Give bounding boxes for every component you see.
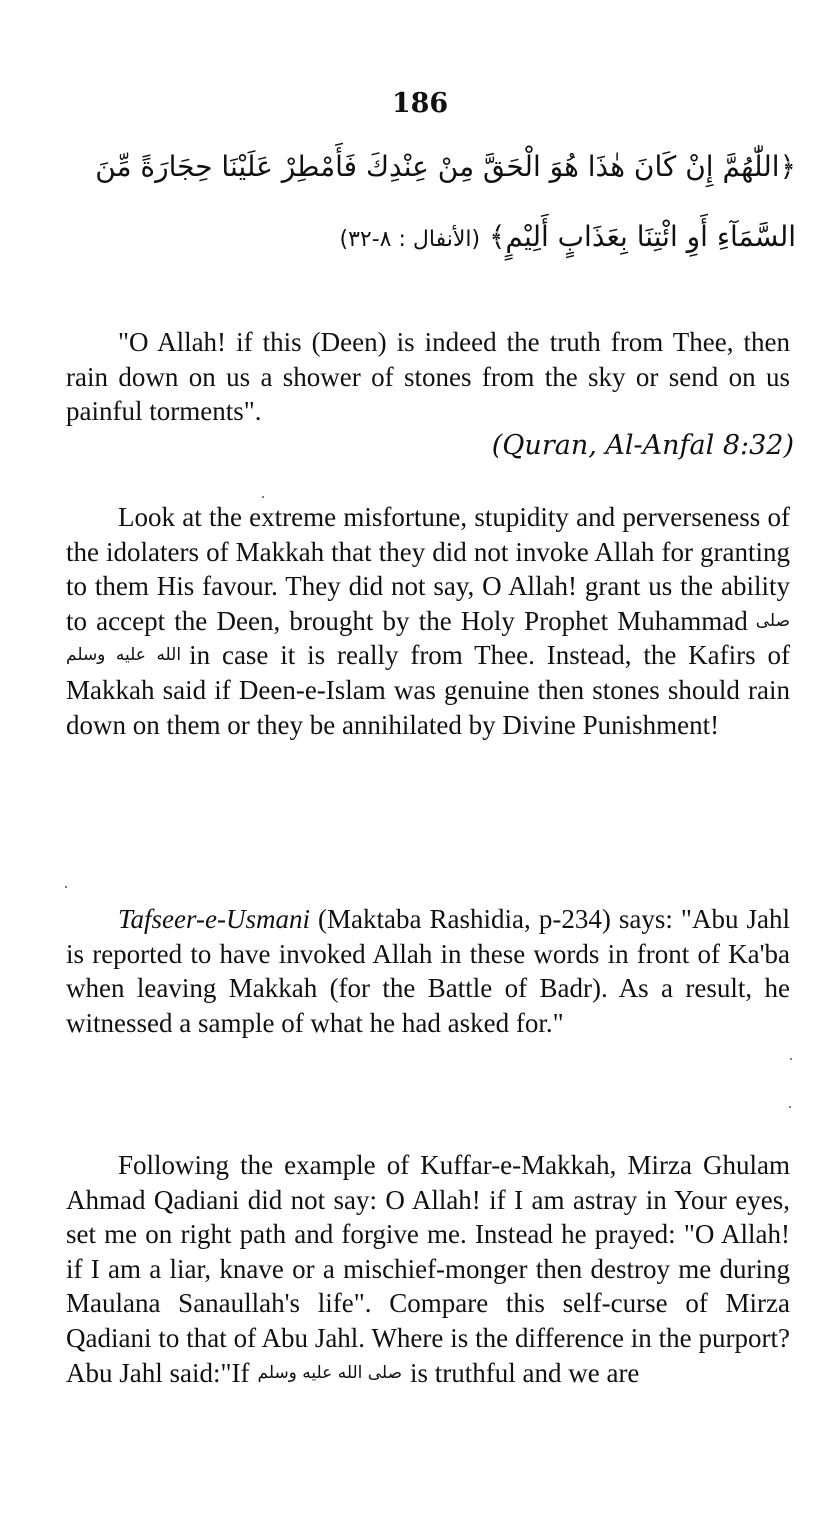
scan-speck xyxy=(790,1058,792,1060)
quran-verse-line-1: ﴿اللّٰهُمَّ إِنْ كَانَ هٰذَا هُوَ الْحَقَّ مِنْ عِنْدِكَ فَأَمْطِرْ عَلَيْنَا حِجَارَةً مِّنَ xyxy=(95,150,796,183)
quran-reference-arabic: (الأنفال : ٨-٣٢) xyxy=(339,227,481,252)
scan-speck xyxy=(262,496,264,498)
scan-speck xyxy=(65,886,67,888)
paragraph-tafseer xyxy=(66,902,790,1040)
tafseer-title: Tafseer-e-Usmani xyxy=(118,904,310,934)
paragraph-idolaters-text-1: Look at the extreme misfortune, stupidity and perverseness of the idolaters of Makkah that they did not invoke Allah for granting to them His favour. They did not say, O Allah! grant us the ability to accept the Deen, brought by the Holy Prophet Muhammad xyxy=(66,502,790,636)
paragraph-idolaters xyxy=(66,500,790,742)
paragraph-mirza-text-2: is truthful and we are xyxy=(410,1357,640,1388)
verse-translation: "O Allah! if this (Deen) is indeed the truth from Thee, then rain down on us a shower of stones from the sky or send on us painful torments". xyxy=(66,327,790,427)
quran-verse-line-2 xyxy=(96,220,796,253)
paragraph-mirza-text-1: Following the example of Kuffar-e-Makkah, Mirza Ghulam Ahmad Qadiani did not say: O Allah! if I am astray in Your eyes, set me on right path and forgive me. Instead he prayed: "O Allah! if I am a liar, knave or a mischief-monger then destroy me during Maulana Sanaullah's life". Compare this self-curse of Mirza Qadiani to that of Abu Jahl. Where is the difference in the purport? Abu Jahl said:"If xyxy=(66,1150,790,1388)
paragraph-mirza xyxy=(66,1148,790,1390)
quran-verse-line-2-text: السَّمَآءِ أَوِ ائْتِنَا بِعَذَابٍ أَلِيْمٍ﴾ xyxy=(488,220,796,253)
honorific-salawat: صلى الله عليه وسلم xyxy=(66,610,790,666)
scan-speck xyxy=(789,1106,791,1108)
paragraph-tafseer-text: (Maktaba Rashidia, p-234) says: "Abu Jahl is reported to have invoked Allah in these words in front of Ka'ba when leaving Makkah (for the Battle of Badr). As a result, he witnessed a sample of what he had asked for." xyxy=(66,904,790,1038)
honorific-salawat-2: صلى الله عليه وسلم xyxy=(257,1362,402,1383)
page-number: 186 xyxy=(391,88,449,119)
paragraph-idolaters-text-2: in case it is really from Thee. Instead, the Kafirs of Makkah said if Deen-e-Islam was genuine then stones should rain down on them or they be annihilated by Divine Punishment! xyxy=(66,640,790,740)
verse-citation: (Quran, Al-Anfal 8:32) xyxy=(491,430,794,461)
